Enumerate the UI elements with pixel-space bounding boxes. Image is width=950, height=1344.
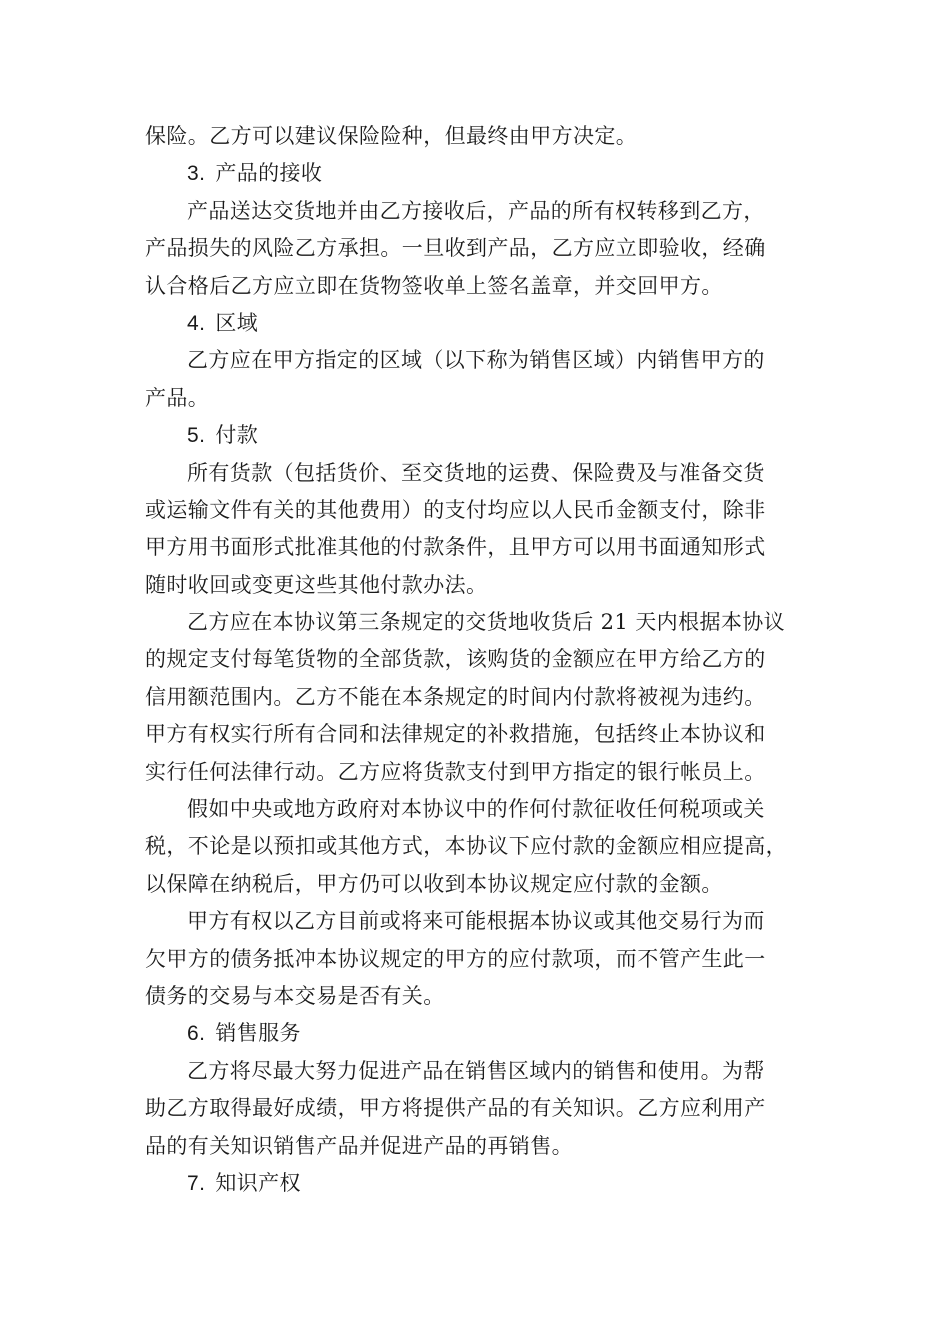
section-number: 5. [187, 424, 206, 448]
text-line: 实行任何法律行动。乙方应将货款支付到甲方指定的银行帐员上。 [145, 759, 766, 784]
text-line: 债务的交易与本交易是否有关。 [145, 983, 445, 1008]
section-number: 7. [187, 1171, 206, 1195]
section-title: 付款 [215, 423, 259, 448]
section-heading [145, 305, 805, 342]
section-number: 4. [187, 311, 206, 335]
text-line: 随时收回或变更这些其他付款办法。 [145, 572, 488, 597]
text-line: 乙方将尽最大努力促进产品在销售区域内的销售和使用。为帮 [187, 1058, 765, 1083]
section-heading [145, 155, 805, 192]
text-line: 所有货款（包括货价、至交货地的运费、保险费及与准备交货 [187, 460, 765, 485]
text-line: 甲方有权实行所有合同和法律规定的补救措施，包括终止本协议和 [145, 722, 766, 747]
section-heading [145, 1165, 805, 1202]
text-line: 产品送达交货地并由乙方接收后，产品的所有权转移到乙方， [187, 198, 765, 223]
text-line: 信用额范围内。乙方不能在本条规定的时间内付款将被视为违约。 [145, 684, 766, 709]
section-title: 区域 [215, 310, 259, 335]
text-line: 保险。乙方可以建议保险险种，但最终由甲方决定。 [145, 124, 638, 148]
text-line: 假如中央或地方政府对本协议中的作何付款征收任何税项或关 [187, 797, 765, 822]
text-line: 甲方有权以乙方目前或将来可能根据本协议或其他交易行为而 [187, 909, 765, 934]
text-line: 欠甲方的债务抵冲本协议规定的甲方的应付款项，而不管产生此一 [145, 946, 766, 971]
text-line: 甲方用书面形式批准其他的付款条件，且甲方可以用书面通知形式 [145, 535, 766, 560]
text-line: 品的有关知识销售产品并促进产品的再销售。 [145, 1133, 573, 1158]
section-title: 知识产权 [215, 1170, 301, 1195]
text-line: 税，不论是以预扣或其他方式，本协议下应付款的金额应相应提高， [145, 834, 787, 859]
section-heading [145, 417, 805, 454]
text-line: 的规定支付每笔货物的全部货款，该购货的金额应在甲方给乙方的 [145, 647, 766, 672]
section-number: 3. [187, 162, 206, 186]
text-line: 乙方应在本协议第三条规定的交货地收货后 21 天内根据本协议 [187, 610, 786, 635]
section-number: 6. [187, 1022, 206, 1046]
text-line: 认合格后乙方应立即在货物签收单上签名盖章，并交回甲方。 [145, 273, 723, 298]
section-heading [145, 1015, 805, 1052]
text-line: 以保障在纳税后，甲方仍可以收到本协议规定应付款的金额。 [145, 871, 723, 896]
section-title: 销售服务 [215, 1021, 301, 1046]
text-line: 助乙方取得最好成绩，甲方将提供产品的有关知识。乙方应利用产 [145, 1096, 766, 1121]
section-title: 产品的接收 [215, 161, 323, 186]
text-line: 产品。 [145, 385, 210, 410]
text-line: 乙方应在甲方指定的区域（以下称为销售区域）内销售甲方的 [187, 348, 765, 373]
text-line: 产品损失的风险乙方承担。一旦收到产品，乙方应立即验收，经确 [145, 236, 766, 261]
text-line: 或运输文件有关的其他费用）的支付均应以人民币金额支付，除非 [145, 497, 766, 522]
document-body [145, 118, 805, 1202]
